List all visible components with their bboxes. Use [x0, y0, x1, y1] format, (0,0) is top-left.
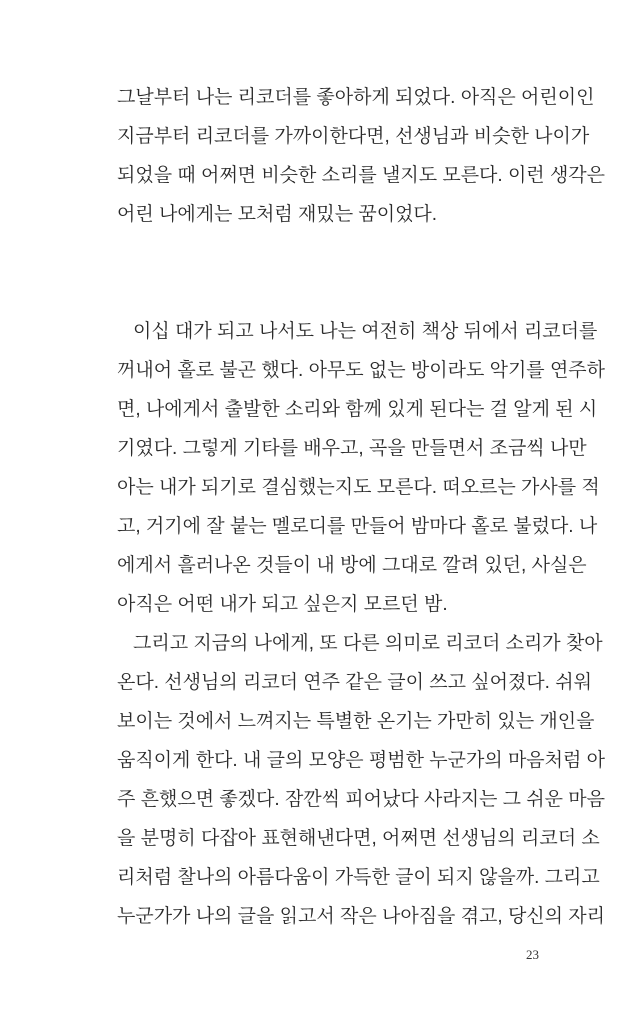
text-line: 꺼내어 홀로 불곤 했다. 아무도 없는 방이라도 악기를 연주하: [117, 360, 606, 381]
text-line: 보이는 것에서 느껴지는 특별한 온기는 가만히 있는 개인을: [117, 711, 595, 732]
page-number: 23: [526, 947, 539, 962]
text-line: 누군가가 나의 글을 읽고서 작은 나아짐을 겪고, 당신의 자리: [117, 906, 606, 927]
paragraph-2: [117, 312, 606, 624]
text-line: 온다. 선생님의 리코더 연주 같은 글이 쓰고 싶어졌다. 쉬워: [117, 672, 592, 693]
text-line: 지금부터 리코더를 가까이한다면, 선생님과 비슷한 나이가: [117, 126, 590, 147]
text-line: 기였다. 그렇게 기타를 배우고, 곡을 만들면서 조금씩 나만: [117, 438, 587, 459]
text-line: 에게서 흘러나온 것들이 내 방에 그대로 깔려 있던, 사실은: [117, 555, 587, 576]
text-line: 면, 나에게서 출발한 소리와 함께 있게 된다는 걸 알게 된 시: [117, 399, 598, 420]
body-text: [117, 78, 606, 936]
text-line: 아는 내가 되기로 결심했는지도 모른다. 떠오르는 가사를 적: [117, 477, 600, 498]
paragraph-3: [117, 624, 606, 936]
text-line: 리처럼 찰나의 아름다움이 가득한 글이 되지 않을까. 그리고: [117, 867, 600, 888]
paragraph-spacer: [117, 234, 561, 273]
text-line: 주 흔했으면 좋겠다. 잠깐씩 피어났다 사라지는 그 쉬운 마음: [117, 789, 606, 810]
text-line: 고, 거기에 잘 붙는 멜로디를 만들어 밤마다 홀로 불렀다. 나: [117, 516, 598, 537]
text-line: 그날부터 나는 리코더를 좋아하게 되었다. 아직은 어린이인: [117, 87, 595, 108]
text-line: 이십 대가 되고 나서도 나는 여전히 책상 뒤에서 리코더를: [133, 321, 598, 342]
text-line: 어린 나에게는 모처럼 재밌는 꿈이었다.: [117, 204, 438, 225]
text-line: 을 분명히 다잡아 표현해낸다면, 어쩌면 선생님의 리코더 소: [117, 828, 600, 849]
text-line: 되었을 때 어쩌면 비슷한 소리를 낼지도 모른다. 이런 생각은: [117, 165, 606, 186]
text-line: 아직은 어떤 내가 되고 싶은지 모르던 밤.: [117, 594, 448, 615]
paragraph-spacer: [117, 273, 561, 312]
paragraph-1: [117, 78, 606, 234]
text-line: 움직이게 한다. 내 글의 모양은 평범한 누군가의 마음처럼 아: [117, 750, 606, 771]
text-line: 그리고 지금의 나에게, 또 다른 의미로 리코더 소리가 찾아: [133, 633, 603, 654]
